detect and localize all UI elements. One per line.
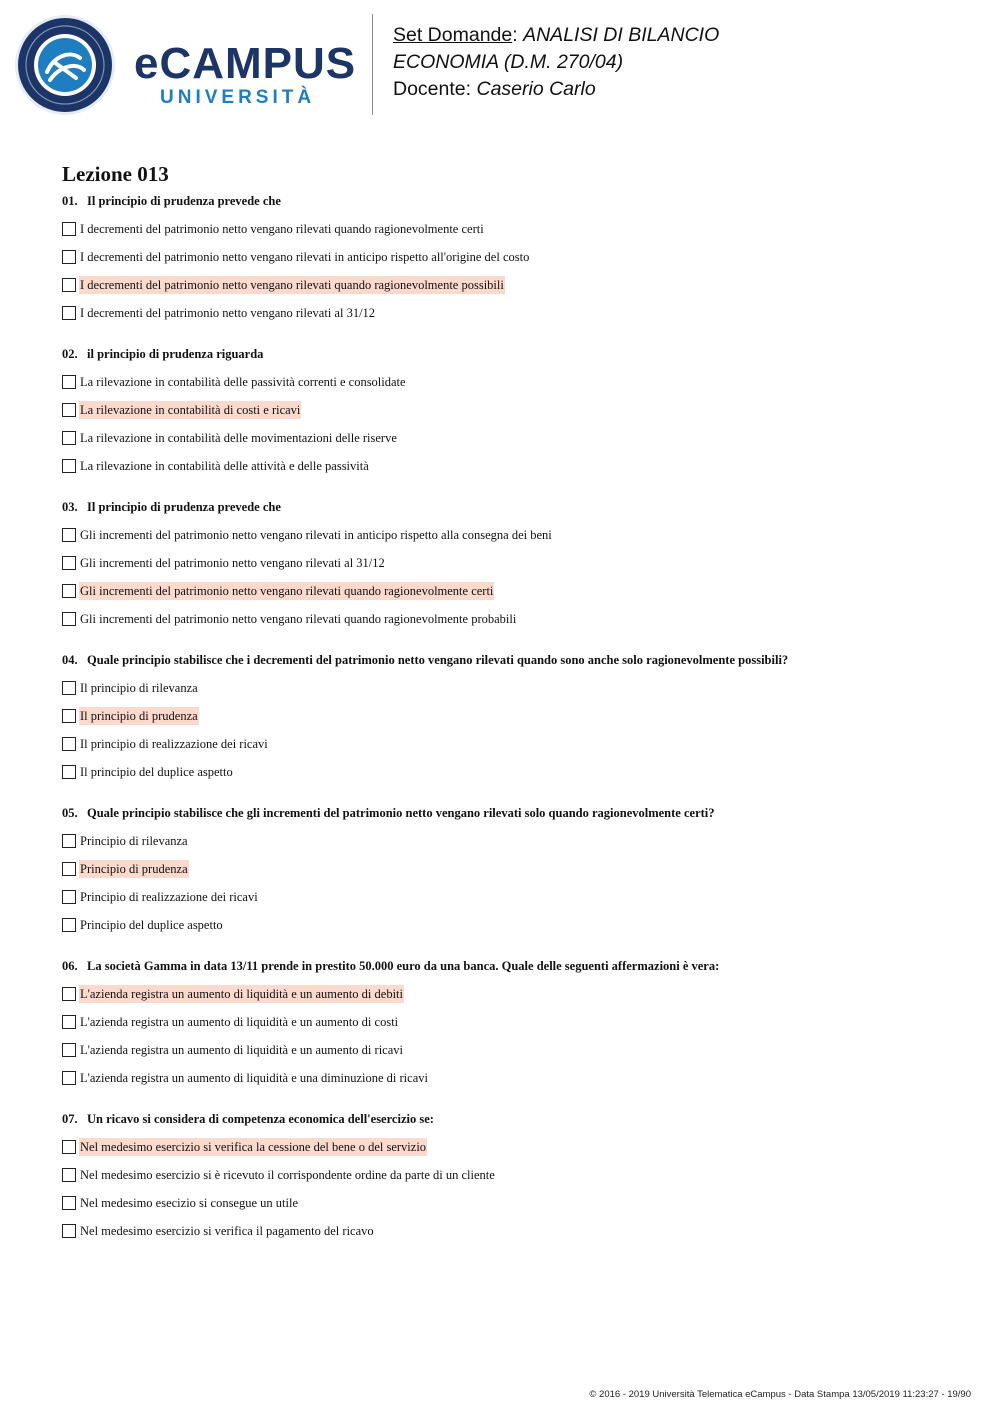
question-text	[62, 958, 962, 974]
question-label: Quale principio stabilisce che gli incrementi del patrimonio netto vengano rilevati solo quando ragionevolmente certi?	[87, 806, 715, 820]
answer-checkbox[interactable]	[62, 1168, 76, 1182]
question-label: Quale principio stabilisce che i decrementi del patrimonio netto vengano rilevati quando sono anche solo ragionevolmente possibili?	[87, 653, 789, 667]
answer-checkbox[interactable]	[62, 1071, 76, 1085]
teacher-line	[393, 76, 719, 103]
question-number: 05.	[62, 806, 78, 820]
answer-checkbox[interactable]	[62, 612, 76, 626]
brand-subtitle: UNIVERSITÀ	[160, 87, 316, 108]
answer-text: Principio del duplice aspetto	[80, 918, 223, 932]
question-block	[62, 805, 962, 939]
brand-wordmark: eCAMPUS	[134, 39, 357, 88]
answer-checkbox[interactable]	[62, 1015, 76, 1029]
answer-text-highlighted: Gli incrementi del patrimonio netto vengano rilevati quando ragionevolmente certi	[80, 584, 494, 598]
answer-text-highlighted: La rilevazione in contabilità di costi e ricavi	[80, 403, 301, 417]
answer-option[interactable]	[62, 299, 962, 327]
page-header	[0, 0, 1000, 130]
question-text	[62, 652, 962, 668]
answer-option[interactable]	[62, 1133, 962, 1161]
answer-option[interactable]	[62, 577, 962, 605]
answer-option[interactable]	[62, 730, 962, 758]
answer-checkbox[interactable]	[62, 375, 76, 389]
question-label: Un ricavo si considera di competenza economica dell'esercizio se:	[87, 1112, 434, 1126]
question-block	[62, 499, 962, 633]
ecampus-logo-icon	[14, 14, 116, 116]
answer-text: L'azienda registra un aumento di liquidità e un aumento di costi	[80, 1015, 399, 1029]
answer-checkbox[interactable]	[62, 834, 76, 848]
set-title: ANALISI DI BILANCIO	[523, 24, 720, 46]
teacher-label: Docente:	[393, 78, 472, 100]
lesson-title: Lezione 013	[62, 162, 169, 186]
answer-checkbox[interactable]	[62, 250, 76, 264]
answer-checkbox[interactable]	[62, 403, 76, 417]
answer-checkbox[interactable]	[62, 584, 76, 598]
answer-option[interactable]	[62, 855, 962, 883]
answer-text: Nel medesimo esecizio si consegue un utile	[80, 1196, 298, 1210]
answer-checkbox[interactable]	[62, 1043, 76, 1057]
set-subtitle-line	[393, 49, 719, 76]
answer-checkbox[interactable]	[62, 1224, 76, 1238]
answer-text: L'azienda registra un aumento di liquidità e un aumento di ricavi	[80, 1043, 403, 1057]
question-label: il principio di prudenza riguarda	[87, 347, 264, 361]
question-number: 01.	[62, 194, 78, 208]
answer-option[interactable]	[62, 980, 962, 1008]
answer-text: Il principio di realizzazione dei ricavi	[80, 737, 268, 751]
answer-text: Gli incrementi del patrimonio netto vengano rilevati quando ragionevolmente probabili	[80, 612, 517, 626]
answer-option[interactable]	[62, 1036, 962, 1064]
answer-option[interactable]	[62, 1064, 962, 1092]
answer-option[interactable]	[62, 883, 962, 911]
answer-checkbox[interactable]	[62, 278, 76, 292]
answer-text: La rilevazione in contabilità delle movimentazioni delle riserve	[80, 431, 397, 445]
question-block	[62, 1111, 962, 1245]
answer-checkbox[interactable]	[62, 306, 76, 320]
answer-option[interactable]	[62, 1189, 962, 1217]
question-text	[62, 346, 962, 362]
answer-option[interactable]	[62, 549, 962, 577]
answer-option[interactable]	[62, 911, 962, 939]
answer-option[interactable]	[62, 758, 962, 786]
answer-text: L'azienda registra un aumento di liquidità e una diminuzione di ricavi	[80, 1071, 428, 1085]
answer-checkbox[interactable]	[62, 862, 76, 876]
answer-text: Il principio di rilevanza	[80, 681, 198, 695]
answer-text: Nel medesimo esercizio si verifica il pagamento del ricavo	[80, 1224, 374, 1238]
answer-option[interactable]	[62, 702, 962, 730]
set-title-line: Set Domande: ANALISI DI BILANCIO	[393, 24, 720, 46]
page-footer: © 2016 - 2019 Università Telematica eCampus - Data Stampa 13/05/2019 11:23:27 - 19/90	[589, 1389, 971, 1400]
answer-text-highlighted: I decrementi del patrimonio netto vengano rilevati quando ragionevolmente possibili	[80, 278, 504, 292]
answer-checkbox[interactable]	[62, 918, 76, 932]
question-number: 02.	[62, 347, 78, 361]
answer-option[interactable]	[62, 605, 962, 633]
answer-text-highlighted: L'azienda registra un aumento di liquidità e un aumento di debiti	[80, 987, 403, 1001]
question-number: 03.	[62, 500, 78, 514]
question-label: La società Gamma in data 13/11 prende in prestito 50.000 euro da una banca. Quale delle seguenti affermazioni è vera:	[87, 959, 720, 973]
question-number: 07.	[62, 1112, 78, 1126]
answer-option[interactable]	[62, 243, 962, 271]
question-block	[62, 652, 962, 786]
set-label: Set Domande	[393, 24, 513, 46]
answer-checkbox[interactable]	[62, 681, 76, 695]
answer-checkbox[interactable]	[62, 737, 76, 751]
teacher-name: Caserio Carlo	[476, 78, 596, 100]
header-divider	[372, 14, 373, 115]
answer-text: La rilevazione in contabilità delle attività e delle passività	[80, 459, 369, 473]
answer-checkbox[interactable]	[62, 556, 76, 570]
question-text	[62, 805, 962, 821]
answer-option[interactable]	[62, 1217, 962, 1245]
answer-checkbox[interactable]	[62, 1140, 76, 1154]
question-number: 06.	[62, 959, 78, 973]
answer-option[interactable]	[62, 1161, 962, 1189]
answer-checkbox[interactable]	[62, 1196, 76, 1210]
answer-checkbox[interactable]	[62, 709, 76, 723]
question-list	[62, 160, 962, 1264]
answer-text: Gli incrementi del patrimonio netto vengano rilevati al 31/12	[80, 556, 385, 570]
answer-option[interactable]	[62, 368, 962, 396]
answer-checkbox[interactable]	[62, 987, 76, 1001]
question-block	[62, 193, 962, 327]
answer-text: Principio di realizzazione dei ricavi	[80, 890, 258, 904]
answer-checkbox[interactable]	[62, 765, 76, 779]
answer-text-highlighted: Nel medesimo esercizio si verifica la cessione del bene o del servizio	[80, 1140, 427, 1154]
answer-text: I decrementi del patrimonio netto vengano rilevati al 31/12	[80, 306, 376, 320]
answer-checkbox[interactable]	[62, 459, 76, 473]
set-subtitle: ECONOMIA (D.M. 270/04)	[393, 51, 624, 73]
answer-option[interactable]	[62, 424, 962, 452]
answer-option[interactable]	[62, 674, 962, 702]
answer-option[interactable]	[62, 396, 962, 424]
question-number: 04.	[62, 653, 78, 667]
answer-text-highlighted: Principio di prudenza	[80, 862, 188, 876]
question-block	[62, 346, 962, 480]
answer-text-highlighted: Il principio di prudenza	[80, 709, 198, 723]
answer-text: Principio di rilevanza	[80, 834, 188, 848]
answer-checkbox[interactable]	[62, 890, 76, 904]
answer-text: Nel medesimo esercizio si è ricevuto il corrispondente ordine da parte di un cliente	[80, 1168, 495, 1182]
question-text	[62, 499, 962, 515]
answer-text: I decrementi del patrimonio netto vengano rilevati quando ragionevolmente certi	[80, 222, 484, 236]
question-text	[62, 193, 962, 209]
answer-text: Gli incrementi del patrimonio netto vengano rilevati in anticipo rispetto alla consegna dei beni	[80, 528, 552, 542]
answer-option[interactable]	[62, 215, 962, 243]
question-block	[62, 958, 962, 1092]
answer-option[interactable]	[62, 271, 962, 299]
answer-option[interactable]	[62, 452, 962, 480]
question-label: Il principio di prudenza prevede che	[87, 500, 281, 514]
question-text	[62, 1111, 962, 1127]
set-info	[393, 22, 719, 103]
answer-checkbox[interactable]	[62, 431, 76, 445]
answer-text: Il principio del duplice aspetto	[80, 765, 233, 779]
answer-option[interactable]	[62, 827, 962, 855]
question-label: Il principio di prudenza prevede che	[87, 194, 281, 208]
answer-text: La rilevazione in contabilità delle passività correnti e consolidate	[80, 375, 406, 389]
answer-option[interactable]	[62, 521, 962, 549]
answer-option[interactable]	[62, 1008, 962, 1036]
answer-checkbox[interactable]	[62, 222, 76, 236]
questions-container	[62, 193, 962, 1245]
answer-checkbox[interactable]	[62, 528, 76, 542]
answer-text: I decrementi del patrimonio netto vengano rilevati in anticipo rispetto all'origine del costo	[80, 250, 530, 264]
